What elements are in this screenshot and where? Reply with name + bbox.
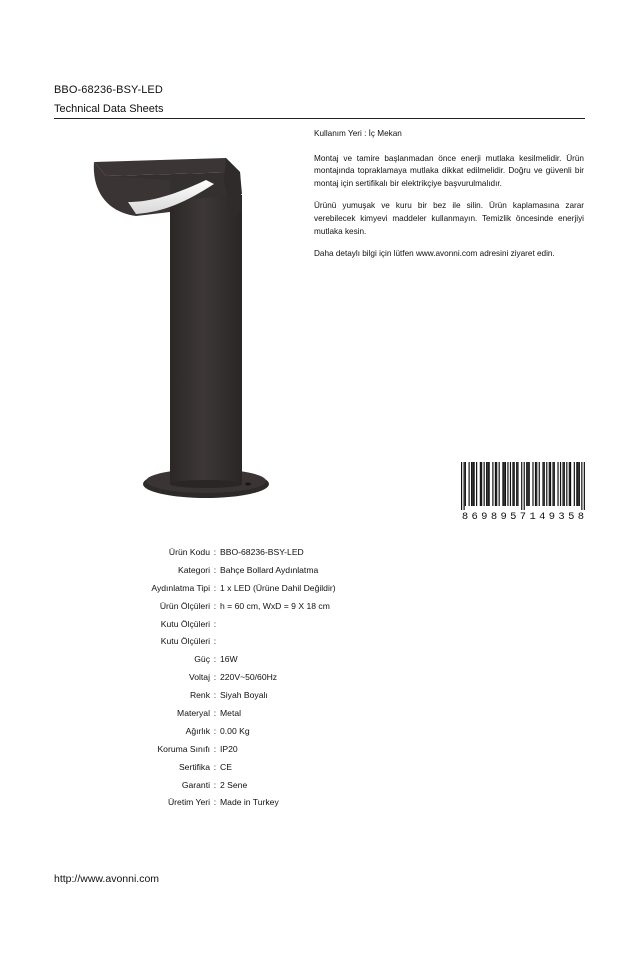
header-divider bbox=[54, 118, 585, 119]
spec-row: Ağırlık : 0.00 Kg bbox=[100, 722, 460, 740]
barcode-bar bbox=[507, 462, 508, 506]
spec-label: Üretim Yeri bbox=[167, 797, 210, 808]
barcode-bar bbox=[464, 462, 465, 510]
spec-row: Güç : 16W bbox=[100, 650, 460, 668]
spec-label: Voltaj bbox=[188, 672, 210, 683]
spec-value: 16W bbox=[220, 654, 238, 665]
barcode-bar bbox=[465, 462, 466, 506]
spec-label: Kategori bbox=[177, 564, 210, 575]
barcode-bar bbox=[554, 462, 555, 506]
barcode-bar bbox=[487, 462, 488, 506]
barcode-bar bbox=[527, 462, 528, 506]
barcode-bar bbox=[461, 462, 462, 510]
barcode-bar bbox=[532, 462, 533, 506]
barcode-bar bbox=[495, 462, 496, 506]
pole bbox=[170, 195, 242, 485]
barcode bbox=[461, 462, 585, 522]
barcode-digit: 6 bbox=[471, 511, 478, 523]
barcode-bar bbox=[474, 462, 475, 506]
barcode-bar bbox=[535, 462, 536, 506]
barcode-bar bbox=[505, 462, 506, 506]
spec-row: Kategori : Bahçe Bollard Aydınlatma bbox=[100, 561, 460, 579]
spec-row: Garanti : 2 Sene bbox=[100, 776, 460, 794]
usage-location: Kullanım Yeri : İç Mekan bbox=[314, 129, 402, 138]
barcode-bar bbox=[576, 462, 577, 506]
spec-row: Kutu Ölçüleri : bbox=[100, 632, 460, 650]
spec-row: Materyal : Metal bbox=[100, 704, 460, 722]
spec-value: 1 x LED (Ürüne Dahil Değildir) bbox=[220, 582, 336, 593]
specs-table bbox=[100, 543, 460, 811]
spec-label: Kutu Ölçüleri bbox=[160, 618, 210, 629]
barcode-bar bbox=[570, 462, 571, 506]
spec-value: 220V~50/60Hz bbox=[220, 672, 278, 683]
cleaning-paragraph: Ürünü yumuşak ve kuru bir bez ile silin. Ürün kaplamasına zarar verebilecek kimyevi maddeler kullanmayın. Temizlik öncesinde enerjiyi mutlaka kesin. bbox=[314, 201, 584, 236]
barcode-bar bbox=[516, 462, 517, 506]
spec-value: BBO-68236-BSY-LED bbox=[220, 546, 304, 557]
barcode-bar bbox=[469, 462, 470, 506]
barcode-digit: 8 bbox=[577, 511, 585, 523]
spec-label: Ürün Ölçüleri bbox=[159, 600, 210, 611]
barcode-bar bbox=[514, 462, 515, 506]
barcode-bar bbox=[560, 462, 561, 506]
spec-row: Koruma Sınıfı : IP20 bbox=[100, 740, 460, 758]
barcode-bar bbox=[539, 462, 540, 506]
barcode-bar bbox=[550, 462, 551, 506]
spec-row: Aydınlatma Tipi : 1 x LED (Ürüne Dahil Değildir) bbox=[100, 579, 460, 597]
spec-row: Kutu Ölçüleri : bbox=[100, 615, 460, 633]
barcode-bar bbox=[577, 462, 578, 506]
spec-row: Ürün Ölçüleri : h = 60 cm, WxD = 9 X 18 cm bbox=[100, 597, 460, 615]
barcode-bar bbox=[564, 462, 565, 506]
product-image bbox=[86, 150, 286, 510]
barcode-bars bbox=[461, 462, 585, 510]
barcode-bar bbox=[492, 462, 493, 506]
spec-value: CE bbox=[220, 761, 232, 772]
barcode-bar bbox=[524, 462, 525, 510]
barcode-bar bbox=[552, 462, 553, 506]
barcode-digit: 7 bbox=[519, 511, 527, 523]
spec-label: Koruma Sınıfı bbox=[157, 743, 210, 754]
barcode-bar bbox=[536, 462, 537, 506]
spec-label: Materyal bbox=[177, 707, 210, 718]
spec-value: Metal bbox=[220, 707, 242, 718]
spec-value: 2 Sene bbox=[220, 779, 248, 790]
spec-row: Voltaj : 220V~50/60Hz bbox=[100, 668, 460, 686]
barcode-digits bbox=[461, 511, 585, 523]
barcode-bar bbox=[484, 462, 485, 506]
barcode-bar bbox=[481, 462, 482, 506]
barcode-bar bbox=[472, 462, 473, 506]
barcode-bar bbox=[502, 462, 503, 506]
barcode-digit: 8 bbox=[490, 511, 498, 523]
info-panel bbox=[314, 128, 584, 271]
spec-label: Güç bbox=[194, 654, 210, 665]
barcode-bar bbox=[529, 462, 530, 506]
barcode-bar bbox=[499, 462, 500, 506]
barcode-digit: 9 bbox=[481, 511, 488, 523]
barcode-bar bbox=[557, 462, 558, 506]
barcode-bar bbox=[544, 462, 545, 506]
barcode-bar bbox=[542, 462, 543, 506]
barcode-bar bbox=[584, 462, 585, 510]
spec-value: Bahçe Bollard Aydınlatma bbox=[220, 564, 319, 575]
barcode-bar bbox=[512, 462, 513, 506]
barcode-bar bbox=[562, 462, 563, 506]
spec-label: Ağırlık bbox=[185, 725, 210, 736]
barcode-bar bbox=[566, 462, 567, 506]
barcode-bar bbox=[581, 462, 582, 510]
spec-value: 0.00 Kg bbox=[220, 725, 250, 736]
barcode-bar bbox=[574, 462, 575, 506]
barcode-digit: 1 bbox=[529, 511, 536, 523]
spec-label: Kutu Ölçüleri bbox=[160, 636, 210, 647]
barcode-digit: 5 bbox=[510, 511, 517, 523]
barcode-digit: 9 bbox=[548, 511, 556, 523]
spec-row: Ürün Kodu : BBO-68236-BSY-LED bbox=[100, 543, 460, 561]
barcode-digit: 9 bbox=[500, 511, 507, 523]
spec-label: Garanti bbox=[181, 779, 210, 790]
barcode-bar bbox=[546, 462, 547, 506]
barcode-digit: 5 bbox=[568, 511, 575, 523]
spec-value: Siyah Boyalı bbox=[220, 690, 268, 701]
barcode-digit: 4 bbox=[539, 511, 546, 523]
barcode-bar bbox=[480, 462, 481, 506]
spec-value: Made in Turkey bbox=[220, 797, 279, 808]
spec-label: Ürün Kodu bbox=[168, 546, 210, 557]
document-title: Technical Data Sheets bbox=[54, 103, 164, 115]
barcode-bar bbox=[486, 462, 487, 506]
barcode-bar bbox=[579, 462, 580, 506]
barcode-bar bbox=[569, 462, 570, 506]
spec-value: IP20 bbox=[220, 743, 238, 754]
barcode-bar bbox=[476, 462, 477, 506]
barcode-bar bbox=[496, 462, 497, 506]
barcode-digit: 8 bbox=[461, 511, 469, 523]
spec-label: Sertifika bbox=[178, 761, 210, 772]
spec-row: Sertifika : CE bbox=[100, 758, 460, 776]
spec-row: Renk : Siyah Boyalı bbox=[100, 686, 460, 704]
product-code-heading: BBO-68236-BSY-LED bbox=[54, 84, 163, 96]
barcode-bar bbox=[504, 462, 505, 506]
barcode-digit: 3 bbox=[558, 511, 565, 523]
website-link[interactable]: http://www.avonni.com bbox=[54, 873, 160, 885]
website-paragraph: Daha detaylı bilgi için lütfen www.avonni.com adresini ziyaret edin. bbox=[314, 249, 555, 259]
spec-value: h = 60 cm, WxD = 9 X 18 cm bbox=[220, 600, 330, 611]
barcode-bar bbox=[549, 462, 550, 506]
barcode-bar bbox=[521, 462, 522, 510]
spec-label: Renk bbox=[189, 690, 210, 701]
spec-row: Üretim Yeri : Made in Turkey bbox=[100, 793, 460, 811]
barcode-bar bbox=[489, 462, 490, 506]
safety-paragraph: Montaj ve tamire başlanmadan önce enerji mutlaka kesilmelidir. Ürün montajında topraklamaya mutlaka dikkat edilmelidir. Doğru ve güvenli bir montaj için sertifikalı bir elektrikçiye başvurulmalıdır. bbox=[314, 153, 584, 188]
barcode-bar bbox=[517, 462, 518, 506]
barcode-bar bbox=[526, 462, 527, 506]
barcode-bar bbox=[510, 462, 511, 506]
spec-label: Aydınlatma Tipi bbox=[151, 582, 210, 593]
barcode-bar bbox=[471, 462, 472, 506]
